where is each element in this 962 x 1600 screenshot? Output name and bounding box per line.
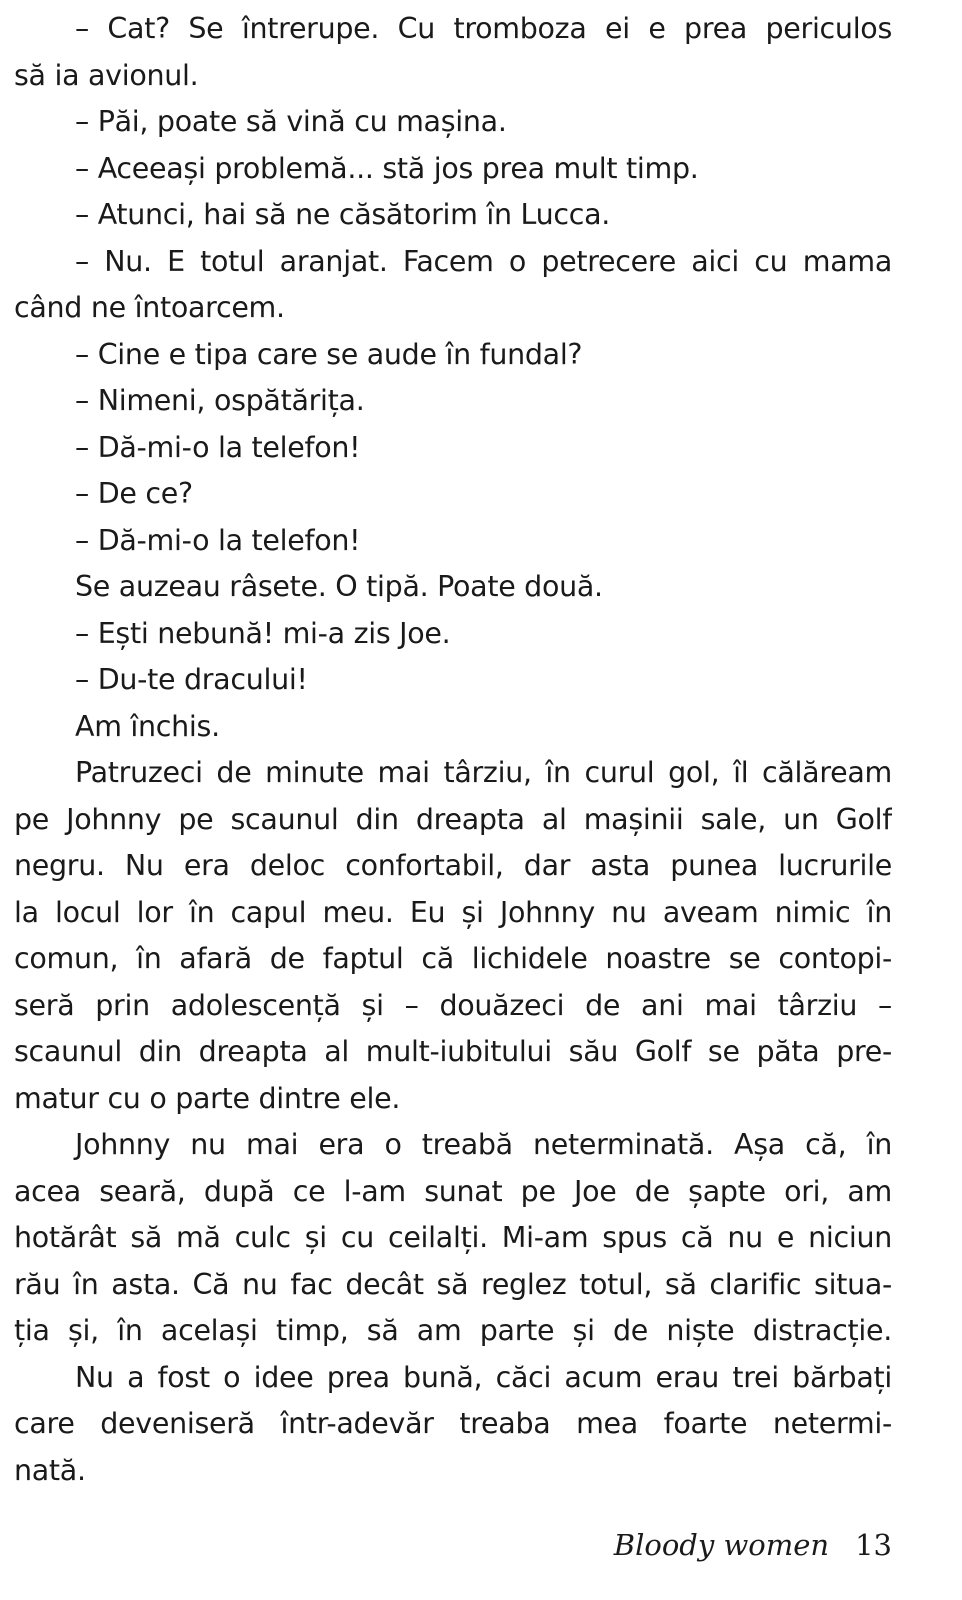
text-line: Se auzeau râsete. O tipă. Poate două. xyxy=(75,570,603,603)
text-line: – Du-te dracului! xyxy=(75,663,308,696)
text-line: seră prin adolescență și – douăzeci de ani mai târziu – xyxy=(14,988,892,1022)
text-line: – Aceeași problemă... stă jos prea mult timp. xyxy=(75,151,699,185)
text-line: comun, în afară de faptul că lichidele noastre se contopi- xyxy=(14,942,892,975)
text-line: – Păi, poate să vină cu mașina. xyxy=(75,105,507,138)
text-line: Nu a fost o idee prea bună, căci acum erau trei bărbați xyxy=(75,1360,892,1394)
text-line: ția și, în același timp, să am parte și de niște distracție. xyxy=(14,1314,892,1347)
text-line: – Atunci, hai să ne căsătorim în Lucca. xyxy=(75,198,611,231)
text-line: care deveniseră într-adevăr treaba mea foarte netermi- xyxy=(14,1407,892,1440)
text-line: hotărât să mă culc și cu ceilalți. Mi-am spus că nu e niciun xyxy=(14,1221,892,1254)
text-line: – Nimeni, ospătărița. xyxy=(75,384,365,417)
text-line: să ia avionul. xyxy=(14,58,199,92)
page-number: 13 xyxy=(855,1528,892,1562)
text-line: Patruzeci de minute mai târziu, în curul gol, îl călăream xyxy=(75,756,892,789)
text-line: – Cat? Se întrerupe. Cu tromboza ei e prea periculos xyxy=(75,12,892,45)
text-line: – Nu. E totul aranjat. Facem o petrecere aici cu mama xyxy=(75,244,892,278)
text-line: rău în asta. Că nu fac decât să reglez totul, să clarific situa- xyxy=(14,1267,892,1301)
text-line: – Dă-mi-o la telefon! xyxy=(75,523,361,557)
text-line: – De ce? xyxy=(75,477,193,510)
text-line: – Cine e tipa care se aude în fundal? xyxy=(75,337,583,371)
running-title: Bloody women xyxy=(613,1528,830,1562)
text-line: nată. xyxy=(14,1453,86,1487)
text-line: scaunul din dreapta al mult-iubitului său Golf se păta pre- xyxy=(14,1035,892,1068)
text-line: – Dă-mi-o la telefon! xyxy=(75,430,361,464)
text-line: la locul lor în capul meu. Eu și Johnny nu aveam nimic în xyxy=(14,895,892,929)
body-text xyxy=(14,6,892,1494)
text-line: – Ești nebună! mi-a zis Joe. xyxy=(75,616,451,650)
text-line: acea seară, după ce l-am sunat pe Joe de șapte ori, am xyxy=(14,1174,892,1208)
page-footer xyxy=(14,1525,892,1565)
text-line: negru. Nu era deloc confortabil, dar asta punea lucrurile xyxy=(14,849,892,882)
text-line: când ne întoarcem. xyxy=(14,291,285,324)
text-line: pe Johnny pe scaunul din dreapta al mașinii sale, un Golf xyxy=(14,802,892,836)
text-line: Johnny nu mai era o treabă neterminată. Așa că, în xyxy=(75,1128,892,1161)
text-line: Am închis. xyxy=(75,709,220,743)
text-line: matur cu o parte dintre ele. xyxy=(14,1081,401,1115)
